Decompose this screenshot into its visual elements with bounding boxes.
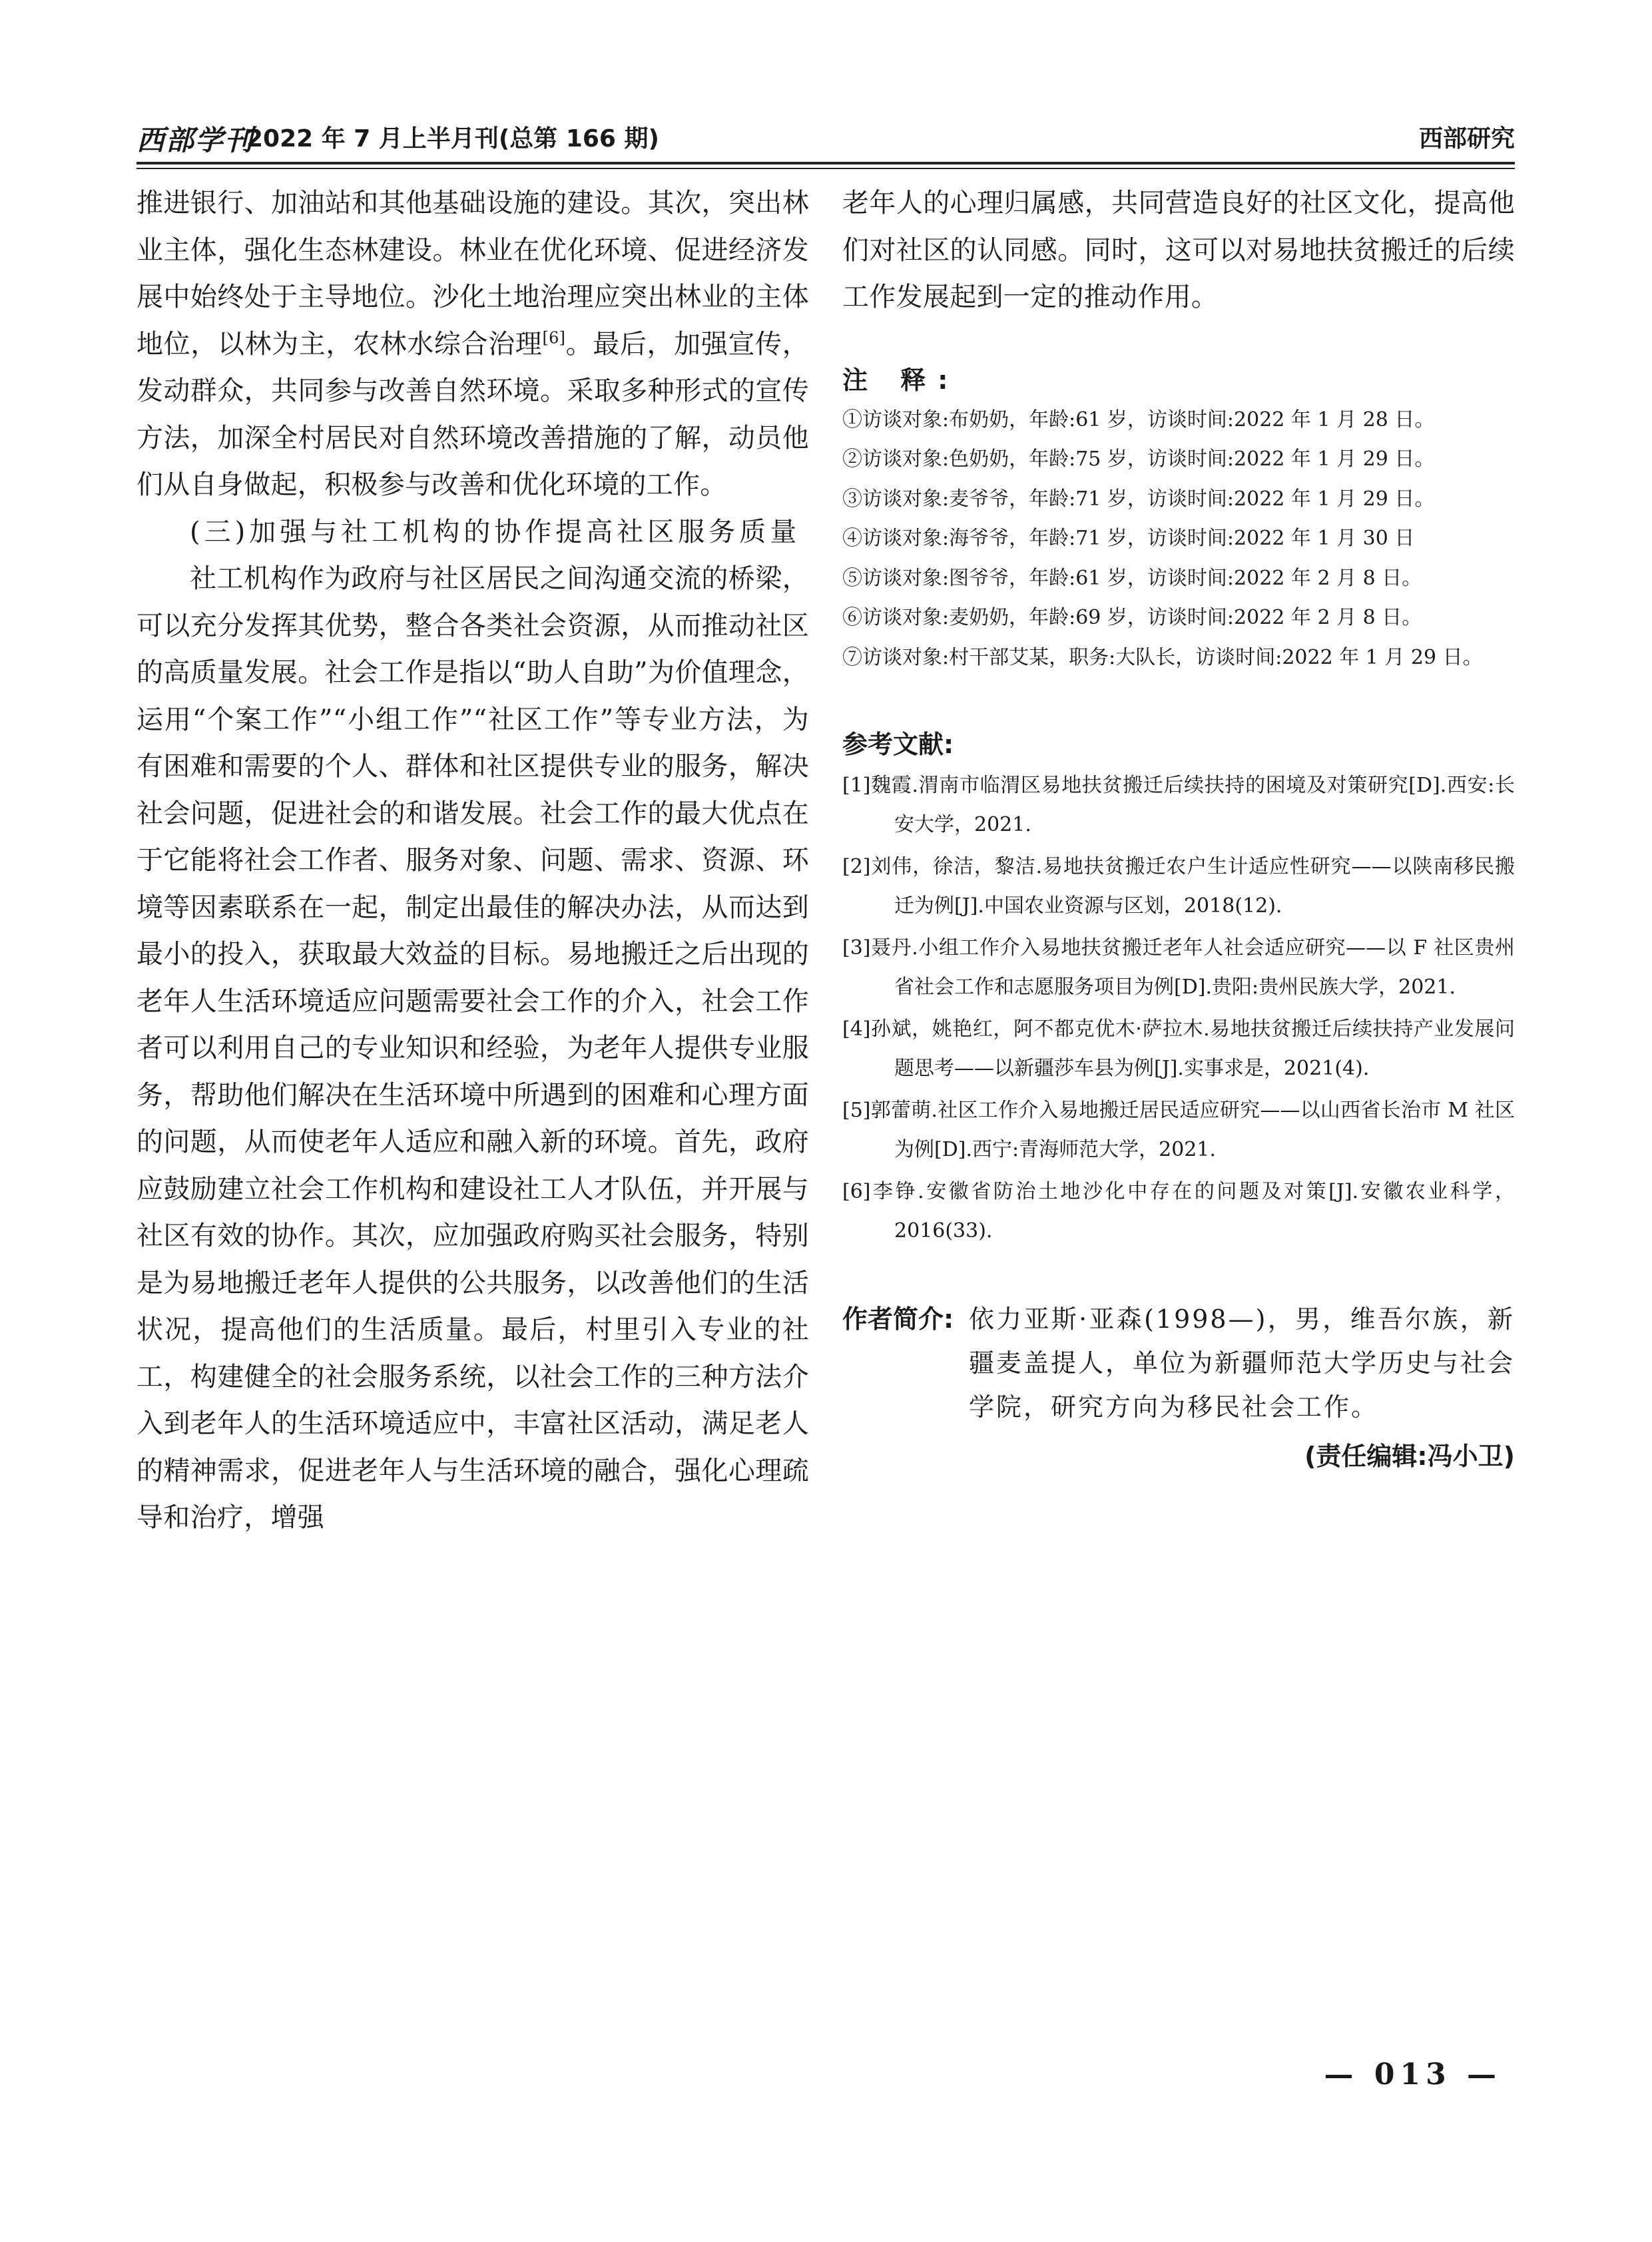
paragraph-environment: 推进银行、加油站和其他基础设施的建设。其次，突出林业主体，强化生态林建设。林业在优化环境、促进经济发展中始终处于主导地位。沙化土地治理应突出林业的主体地位，以林为主，农林水综合治理[6]。最后，加强宣传，发动群众，共同参与改善自然环境。采取多种形式的宣传方法，加深全村居民对自然环境改善措施的了解，动员他们从自身做起，积极参与改善和优化环境的工作。 [137, 188, 810, 500]
page-number: — 013 — [1324, 2058, 1502, 2092]
citation-ref[interactable]: [6] [542, 328, 566, 348]
notes-title: 注 释: [842, 365, 960, 395]
paragraph-social-work: 社工机构作为政府与社区居民之间沟通交流的桥梁，可以充分发挥其优势，整合各类社会资源，从而推动社区的高质量发展。社会工作是指以“助人自助”为价值理念，运用“个案工作”“小组工作”“社区工作”等专业方法，为有困难和需要的个人、群体和社区提供专业的服务，解决社会问题，促进社会的和谐发展。社会工作的最大优点在于它能将社会工作者、服务对象、问题、需求、资源、环境等因素联系在一起，制定出最佳的解决办法，从而达到最小的投入，获取最大效益的目标。易地搬迁之后出现的老年人生活环境适应问题需要社会工作的介入，社会工作者可以利用自己的专业知识和经验，为老年人提供专业服务，帮助他们解决在生活环境中所遇到的困难和心理方面的问题，从而使老年人适应和融入新的环境。首先，政府应鼓励建立社会工作机构和建设社工人才队伍，并开展与社区有效的协作。其次，应加强政府购买社会服务，特别是为易地搬迁老年人提供的公共服务，以改善他们的生活状况，提高他们的生活质量。最后，村里引入专业的社工，构建健全的社会服务系统，以社会工作的三种方法介入到老年人的生活环境适应中，丰富社区活动，满足老人的精神需求，促进老年人与生活环境的融合，强化心理疏导和治疗，增强 [137, 563, 809, 1533]
section-subheading: (三)加强与社工机构的协作提高社区服务质量 [190, 516, 801, 547]
author-label: 作者简介: [842, 1304, 954, 1334]
note-item: ②访谈对象:色奶奶，年龄:75 岁，访谈时间:2022 年 1 月 29 日。 [842, 447, 1435, 471]
author-bio [842, 1297, 1515, 1429]
note-item: ①访谈对象:布奶奶，年龄:61 岁，访谈时间:2022 年 1 月 28 日。 [842, 408, 1435, 431]
reference-item: [6]李铮.安徽省防治土地沙化中存在的问题及对策[J].安徽农业科学，2016(33). [842, 1180, 1515, 1243]
reference-item: [5]郭蕾萌.社区工作介入易地搬迁居民适应研究——以山西省长治市 M 社区为例[D].西宁:青海师范大学，2021. [842, 1099, 1515, 1161]
references-title: 参考文献: [842, 730, 954, 759]
issue-info: 2022 年 7 月上半月刊(总第 166 期) [246, 125, 659, 152]
reference-item: [3]聂丹.小组工作介入易地扶贫搬迁老年人社会适应研究——以 F 社区贵州省社会工作和志愿服务项目为例[D].贵阳:贵州民族大学，2021. [842, 936, 1515, 999]
author-bio-text: 依力亚斯·亚森(1998—)，男，维吾尔族，新疆麦盖提人，单位为新疆师范大学历史与社会学院，研究方向为移民社会工作。 [969, 1304, 1515, 1422]
journal-logo: 西部学刊 [137, 124, 254, 156]
notes-list [842, 400, 1515, 678]
references-list [842, 766, 1515, 1251]
section-name: 西部研究 [1418, 125, 1515, 152]
header-rule-thick [137, 162, 1515, 164]
note-item: ⑤访谈对象:图爷爷，年龄:61 岁，访谈时间:2022 年 2 月 8 日。 [842, 566, 1422, 590]
left-column [137, 180, 809, 1541]
note-item: ④访谈对象:海爷爷，年龄:71 岁，访谈时间:2022 年 1 月 30 日 [842, 527, 1415, 550]
responsible-editor: (责任编辑:冯小卫) [1304, 1442, 1515, 1471]
note-item: ③访谈对象:麦爷爷，年龄:71 岁，访谈时间:2022 年 1 月 29 日。 [842, 487, 1435, 511]
note-item: ⑥访谈对象:麦奶奶，年龄:69 岁，访谈时间:2022 年 2 月 8 日。 [842, 606, 1422, 629]
paragraph-continued: 老年人的心理归属感，共同营造良好的社区文化，提高他们对社区的认同感。同时，这可以对易地扶贫搬迁的后续工作发展起到一定的推动作用。 [842, 188, 1515, 312]
header-rule-thin [137, 168, 1515, 169]
right-column [842, 180, 1515, 1472]
running-header [137, 117, 1515, 157]
reference-item: [2]刘伟，徐洁，黎洁.易地扶贫搬迁农户生计适应性研究——以陕南移民搬迁为例[J].中国农业资源与区划，2018(12). [842, 855, 1515, 918]
reference-item: [4]孙斌，姚艳红，阿不都克优木·萨拉木.易地扶贫搬迁后续扶持产业发展问题思考——以新疆莎车县为例[J].实事求是，2021(4). [842, 1017, 1515, 1080]
note-item: ⑦访谈对象:村干部艾某，职务:大队长，访谈时间:2022 年 1 月 29 日。 [842, 645, 1483, 669]
reference-item: [1]魏霞.渭南市临渭区易地扶贫搬迁后续扶持的困境及对策研究[D].西安:长安大学，2021. [842, 774, 1515, 836]
